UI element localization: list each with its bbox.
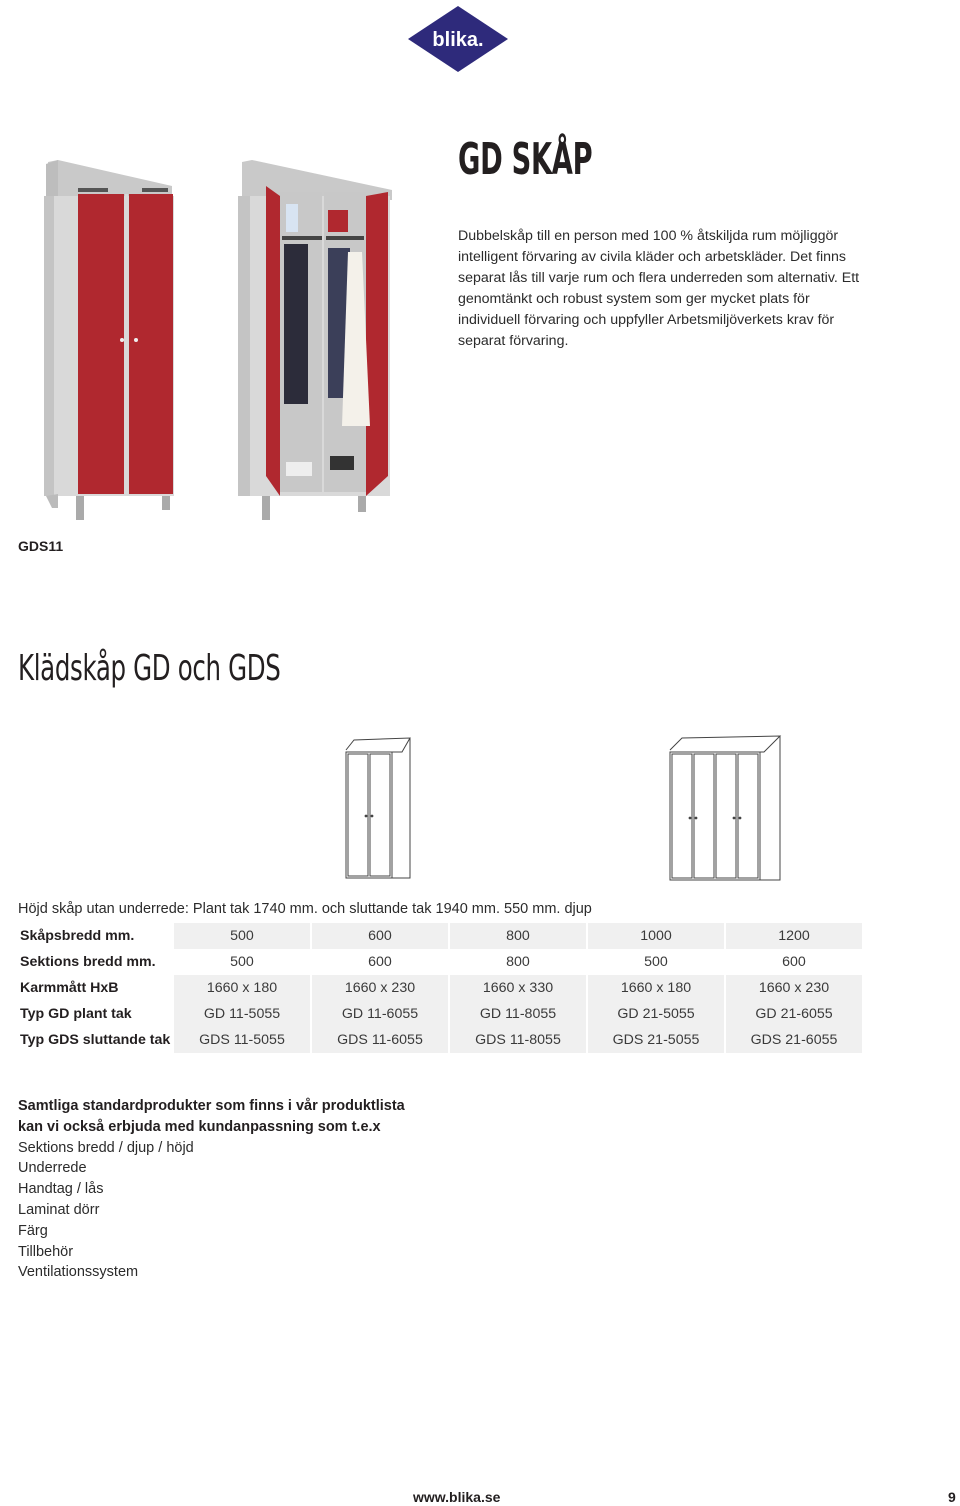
table-cell: 500 bbox=[588, 949, 724, 975]
table-cell: GD 11-5055 bbox=[174, 1001, 310, 1027]
notes-item: Underrede bbox=[18, 1160, 87, 1177]
table-cell: GDS 11-8055 bbox=[450, 1027, 586, 1053]
drawing-gd-double bbox=[664, 734, 788, 884]
product-code: GDS11 bbox=[18, 538, 64, 554]
table-cell: 800 bbox=[450, 949, 586, 975]
table-cell: 500 bbox=[174, 923, 310, 949]
table-cell: 600 bbox=[312, 923, 448, 949]
page-title: GD SKÅP bbox=[458, 134, 593, 185]
blika-logo bbox=[406, 4, 510, 74]
table-row bbox=[16, 975, 862, 1001]
notes-item: Sektions bredd / djup / höjd bbox=[18, 1139, 194, 1156]
open-door-left bbox=[266, 186, 280, 496]
table-cell: GDS 11-5055 bbox=[174, 1027, 310, 1053]
table-cell: 800 bbox=[450, 923, 586, 949]
notes-item: Tillbehör bbox=[18, 1243, 74, 1260]
table-cell: 600 bbox=[312, 949, 448, 975]
notes-item: Ventilationssystem bbox=[18, 1264, 139, 1281]
notes-block bbox=[18, 1096, 438, 1283]
notes-item: Laminat dörr bbox=[18, 1201, 100, 1218]
table-cell: GD 11-8055 bbox=[450, 1001, 586, 1027]
table-cell: 1660 x 180 bbox=[588, 975, 724, 1001]
row-header: Karmmått HxB bbox=[16, 975, 172, 1001]
door-right bbox=[129, 194, 173, 494]
table-row bbox=[16, 949, 862, 975]
table-cell: GDS 21-5055 bbox=[588, 1027, 724, 1053]
table-cell: 1200 bbox=[726, 923, 862, 949]
logo-text: blika. bbox=[432, 29, 484, 51]
table-cell: 600 bbox=[726, 949, 862, 975]
table-cell: 1660 x 230 bbox=[726, 975, 862, 1001]
row-header: Typ GD plant tak bbox=[16, 1001, 172, 1027]
table-cell: 500 bbox=[174, 949, 310, 975]
drawing-gd-single bbox=[340, 734, 420, 884]
locker-photo-closed bbox=[40, 156, 180, 524]
section-title: Klädskåp GD och GDS bbox=[18, 648, 281, 689]
spec-table bbox=[14, 923, 864, 1053]
door-left bbox=[78, 194, 124, 494]
row-header: Typ GDS sluttande tak bbox=[16, 1027, 172, 1053]
notes-item: Färg bbox=[18, 1222, 48, 1239]
table-cell: GDS 21-6055 bbox=[726, 1027, 862, 1053]
intro-text: Dubbelskåp till en person med 100 % åtskiljda rum möjliggör intelligent förvaring av civila kläder och arbetskläder. Det finns separat lås till varje rum och flera underreden som alternativ. Ett genomtänkt och robust system som ger mycket plats för individuell förvaring och uppfyller Arbetsmiljöverkets krav för separat förvaring. bbox=[458, 228, 860, 349]
locker-photo-open bbox=[232, 156, 398, 524]
table-cell: GDS 11-6055 bbox=[312, 1027, 448, 1053]
table-cell: 1000 bbox=[588, 923, 724, 949]
table-row bbox=[16, 923, 862, 949]
page-number: 9 bbox=[948, 1489, 956, 1505]
notes-heading-line1: Samtliga standardprodukter som finns i vår produktlista bbox=[18, 1098, 405, 1114]
open-door-right bbox=[366, 192, 388, 496]
table-cell: GD 11-6055 bbox=[312, 1001, 448, 1027]
footer-url[interactable]: www.blika.se bbox=[413, 1489, 501, 1505]
notes-heading-line2: kan vi också erbjuda med kundanpassning som t.e.x bbox=[18, 1118, 381, 1135]
table-row bbox=[16, 1027, 862, 1053]
table-cell: 1660 x 180 bbox=[174, 975, 310, 1001]
height-note: Höjd skåp utan underrede: Plant tak 1740 mm. och sluttande tak 1940 mm. 550 mm. djup bbox=[18, 901, 592, 917]
table-cell: 1660 x 330 bbox=[450, 975, 586, 1001]
row-header: Sektions bredd mm. bbox=[16, 949, 172, 975]
row-header: Skåpsbredd mm. bbox=[16, 923, 172, 949]
notes-item: Handtag / lås bbox=[18, 1181, 104, 1198]
table-cell: GD 21-5055 bbox=[588, 1001, 724, 1027]
table-row bbox=[16, 1001, 862, 1027]
table-cell: GD 21-6055 bbox=[726, 1001, 862, 1027]
table-cell: 1660 x 230 bbox=[312, 975, 448, 1001]
